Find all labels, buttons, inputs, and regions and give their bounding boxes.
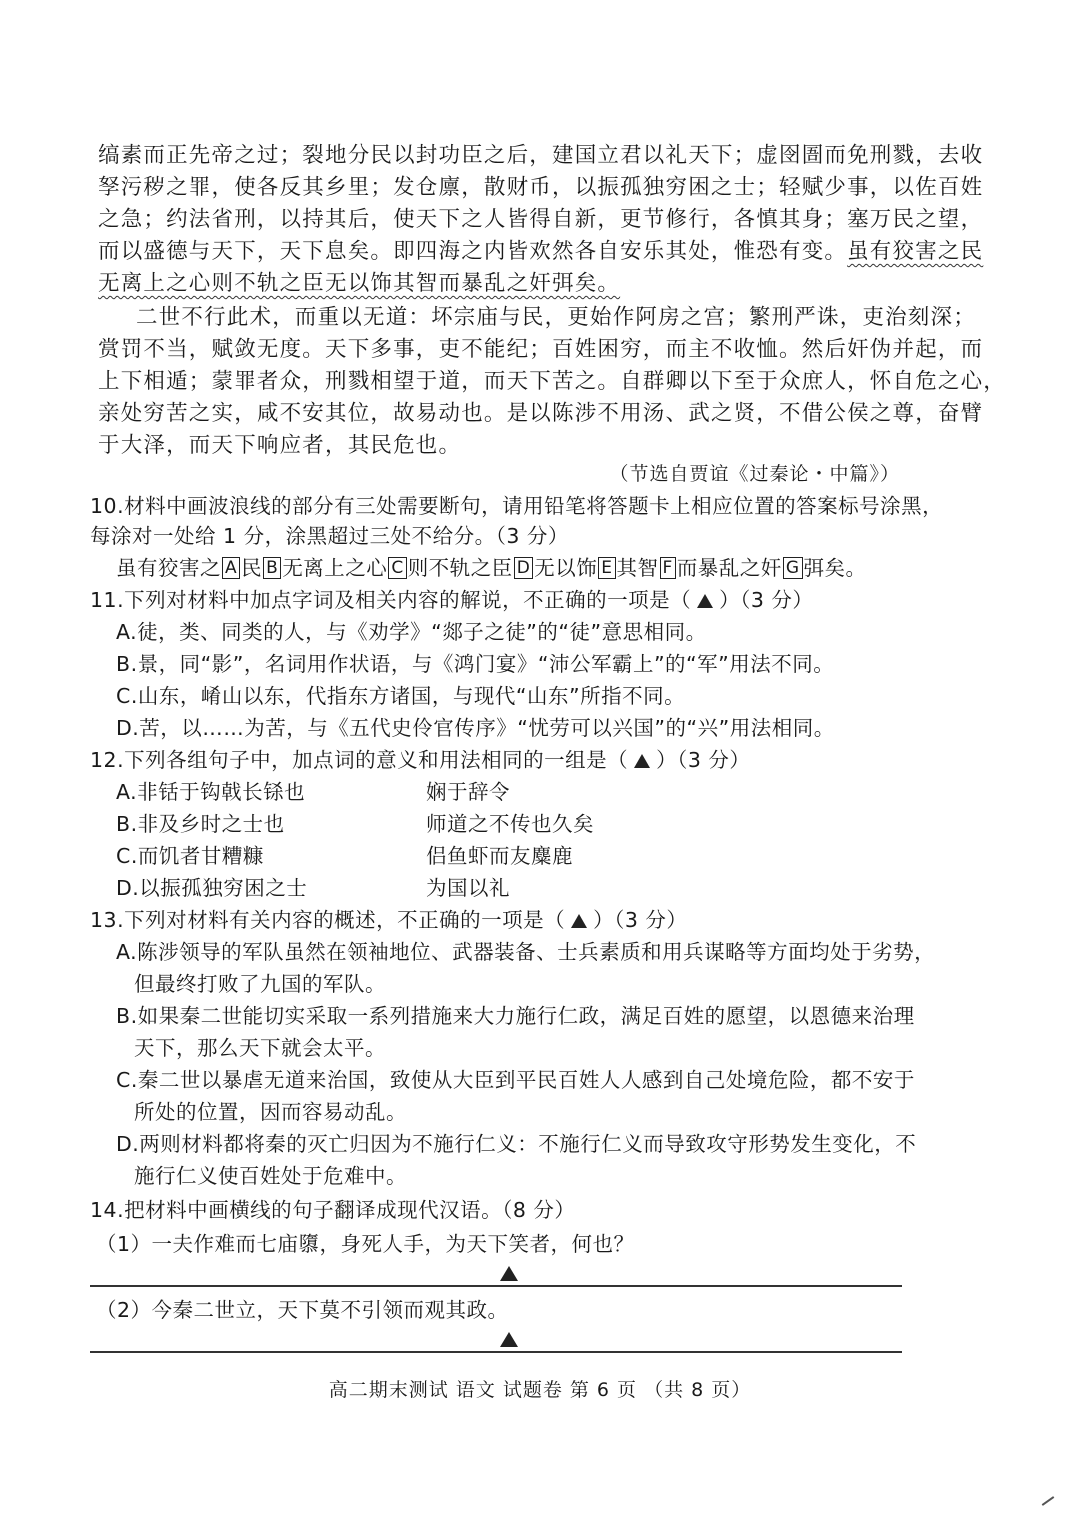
answer-triangle-icon [500, 1266, 518, 1281]
option-a-cont: 但最终打败了九国的军队。 [134, 972, 386, 996]
option-c[interactable]: C.山东，崤山以东，代指东方诸国，与现代“山东”所指不同。 [116, 684, 686, 708]
passage-line: 之急；约法省刑，以持其后，使天下之人皆得自新，更节修行，各慎其身；塞万民之望， [98, 207, 984, 232]
stem-text: 12.下列各组句子中，加点词的意义和用法相同的一组是（ [90, 748, 629, 772]
passage-line: 于大泽，而天下响应者，其民危也。 [98, 433, 462, 458]
segment: 其智 [616, 556, 659, 580]
answer-line-1[interactable] [90, 1285, 902, 1287]
stem-text: ）（3 分） [719, 588, 814, 612]
wavy-underlined-text: 虽有狡害之民 [847, 239, 984, 264]
stem-text: 11.下列对材料中加点字词及相关内容的解说，不正确的一项是（ [90, 588, 692, 612]
option-d-right: 为国以礼 [426, 876, 510, 900]
passage-line: 孥污秽之罪，使各反其乡里；发仓廪，散财币，以振孤独穷困之士；轻赋少事，以佐百姓 [98, 175, 984, 200]
question-13-stem [90, 904, 910, 936]
question-14-stem: 14.把材料中画横线的句子翻译成现代汉语。（8 分） [90, 1198, 576, 1222]
option-a-left[interactable]: A.非铦于钩戟长铩也 [116, 780, 306, 804]
option-d[interactable]: D.两则材料都将秦的灭亡归因为不施行仁义：不施行仁义而导致攻守形势发生变化，不 [116, 1132, 917, 1156]
passage-line: 上下相遁；蒙罪者众，刑戮相望于道，而天下苦之。自群卿以下至于众庶人，怀自危之心， [98, 369, 1007, 394]
segment: 无以饰 [534, 556, 598, 580]
translation-sentence-2: （2）今秦二世立，天下莫不引领而观其政。 [96, 1298, 509, 1322]
answer-triangle-icon [697, 594, 713, 608]
passage-line: 缟素而正先帝之过；裂地分民以封功臣之后，建国立君以礼天下；虚囹圄而免刑戮，去收 [98, 143, 984, 168]
break-option-e[interactable]: E [598, 557, 615, 579]
passage-line: 亲处穷苦之实，咸不安其位，故易动也。是以陈涉不用汤、武之贤，不借公侯之尊，奋臂 [98, 401, 984, 426]
segment: 无离上之心 [282, 556, 388, 580]
passage-line: 二世不行此术，而重以无道：坏宗庙与民，更始作阿房之宫；繁刑严诛，吏治刻深； [136, 305, 976, 330]
break-option-c[interactable]: C [388, 557, 406, 579]
segment: 而暴乱之奸 [676, 556, 782, 580]
option-a-right: 娴于辞令 [426, 780, 510, 804]
answer-line-2[interactable] [90, 1351, 902, 1353]
segment: 民 [241, 556, 263, 580]
option-c[interactable]: C.秦二世以暴虐无道来治国，致使从大臣到平民百姓人人感到自己处境危险，都不安于 [116, 1068, 915, 1092]
question-10-stem-cont: 每涂对一处给 1 分，涂黑超过三处不给分。（3 分） [90, 524, 569, 548]
passage-line [98, 268, 910, 300]
question-10-stem: 10.材料中画波浪线的部分有三处需要断句，请用铅笔将答题卡上相应位置的答案标号涂黑， [90, 494, 944, 518]
question-10-sentence [116, 552, 867, 584]
break-option-d[interactable]: D [514, 557, 534, 579]
option-a[interactable]: A.陈涉领导的军队虽然在领袖地位、武器装备、士兵素质和用兵谋略等方面均处于劣势， [116, 940, 936, 964]
stem-text: 13.下列对材料有关内容的概述，不正确的一项是（ [90, 908, 566, 932]
question-11-stem [90, 584, 910, 616]
option-b-left[interactable]: B.非及乡时之士也 [116, 812, 285, 836]
stem-text: ）（3 分） [593, 908, 688, 932]
option-b-right: 师道之不传也久矣 [426, 812, 594, 836]
option-b[interactable]: B.如果秦二世能切实采取一系列措施来大力施行仁政，满足百姓的愿望，以恩德来治理 [116, 1004, 915, 1028]
passage-line [98, 236, 984, 268]
option-a[interactable]: A.徒，类、同类的人，与《劝学》“郯子之徒”的“徒”意思相同。 [116, 620, 707, 644]
wavy-underlined-text: 无离上之心则不轨之臣无以饰其智而暴乱之奸弭矣。 [98, 271, 621, 296]
question-12-stem [90, 744, 910, 776]
break-option-a[interactable]: A [222, 557, 240, 579]
answer-triangle-icon [634, 754, 650, 768]
break-option-b[interactable]: B [263, 557, 281, 579]
segment: 则不轨之臣 [407, 556, 513, 580]
option-d-cont: 施行仁义使百姓处于危难中。 [134, 1164, 407, 1188]
passage-line: 赏罚不当，赋敛无度。天下多事，吏不能纪；百姓困穷，而主不收恤。然后奸伪并起，而 [98, 337, 984, 362]
option-d[interactable]: D.苦，以……为苦，与《五代史伶官传序》“忧劳可以兴国”的“兴”用法相同。 [116, 716, 835, 740]
answer-triangle-icon [500, 1332, 518, 1347]
break-option-g[interactable]: G [783, 557, 803, 579]
stem-text: ）（3 分） [656, 748, 751, 772]
option-c-right: 侣鱼虾而友麋鹿 [426, 844, 573, 868]
passage-source: （节选自贾谊《过秦论・中篇》） [609, 463, 900, 485]
pen-mark [1042, 1496, 1055, 1506]
option-b[interactable]: B.景，同“影”，名词用作状语，与《鸿门宴》“沛公军霸上”的“军”用法不同。 [116, 652, 835, 676]
option-c-left[interactable]: C.而饥者甘糟糠 [116, 844, 264, 868]
answer-triangle-icon [571, 914, 587, 928]
translation-sentence-1: （1）一夫作难而七庙隳，身死人手，为天下笑者，何也？ [96, 1232, 635, 1256]
option-d-left[interactable]: D.以振孤独穷困之士 [116, 876, 308, 900]
option-c-cont: 所处的位置，因而容易动乱。 [134, 1100, 407, 1124]
page-footer: 高二期末测试 语文 试题卷 第 6 页 （共 8 页） [328, 1379, 752, 1401]
passage-text: 而以盛德与天下，天下息矣。即四海之内皆欢然各自安乐其处，惟恐有变。 [98, 239, 848, 264]
segment: 虽有狡害之 [116, 556, 221, 580]
break-option-f[interactable]: F [660, 557, 676, 579]
segment: 弭矣。 [803, 556, 867, 580]
option-b-cont: 天下，那么天下就会太平。 [134, 1036, 386, 1060]
